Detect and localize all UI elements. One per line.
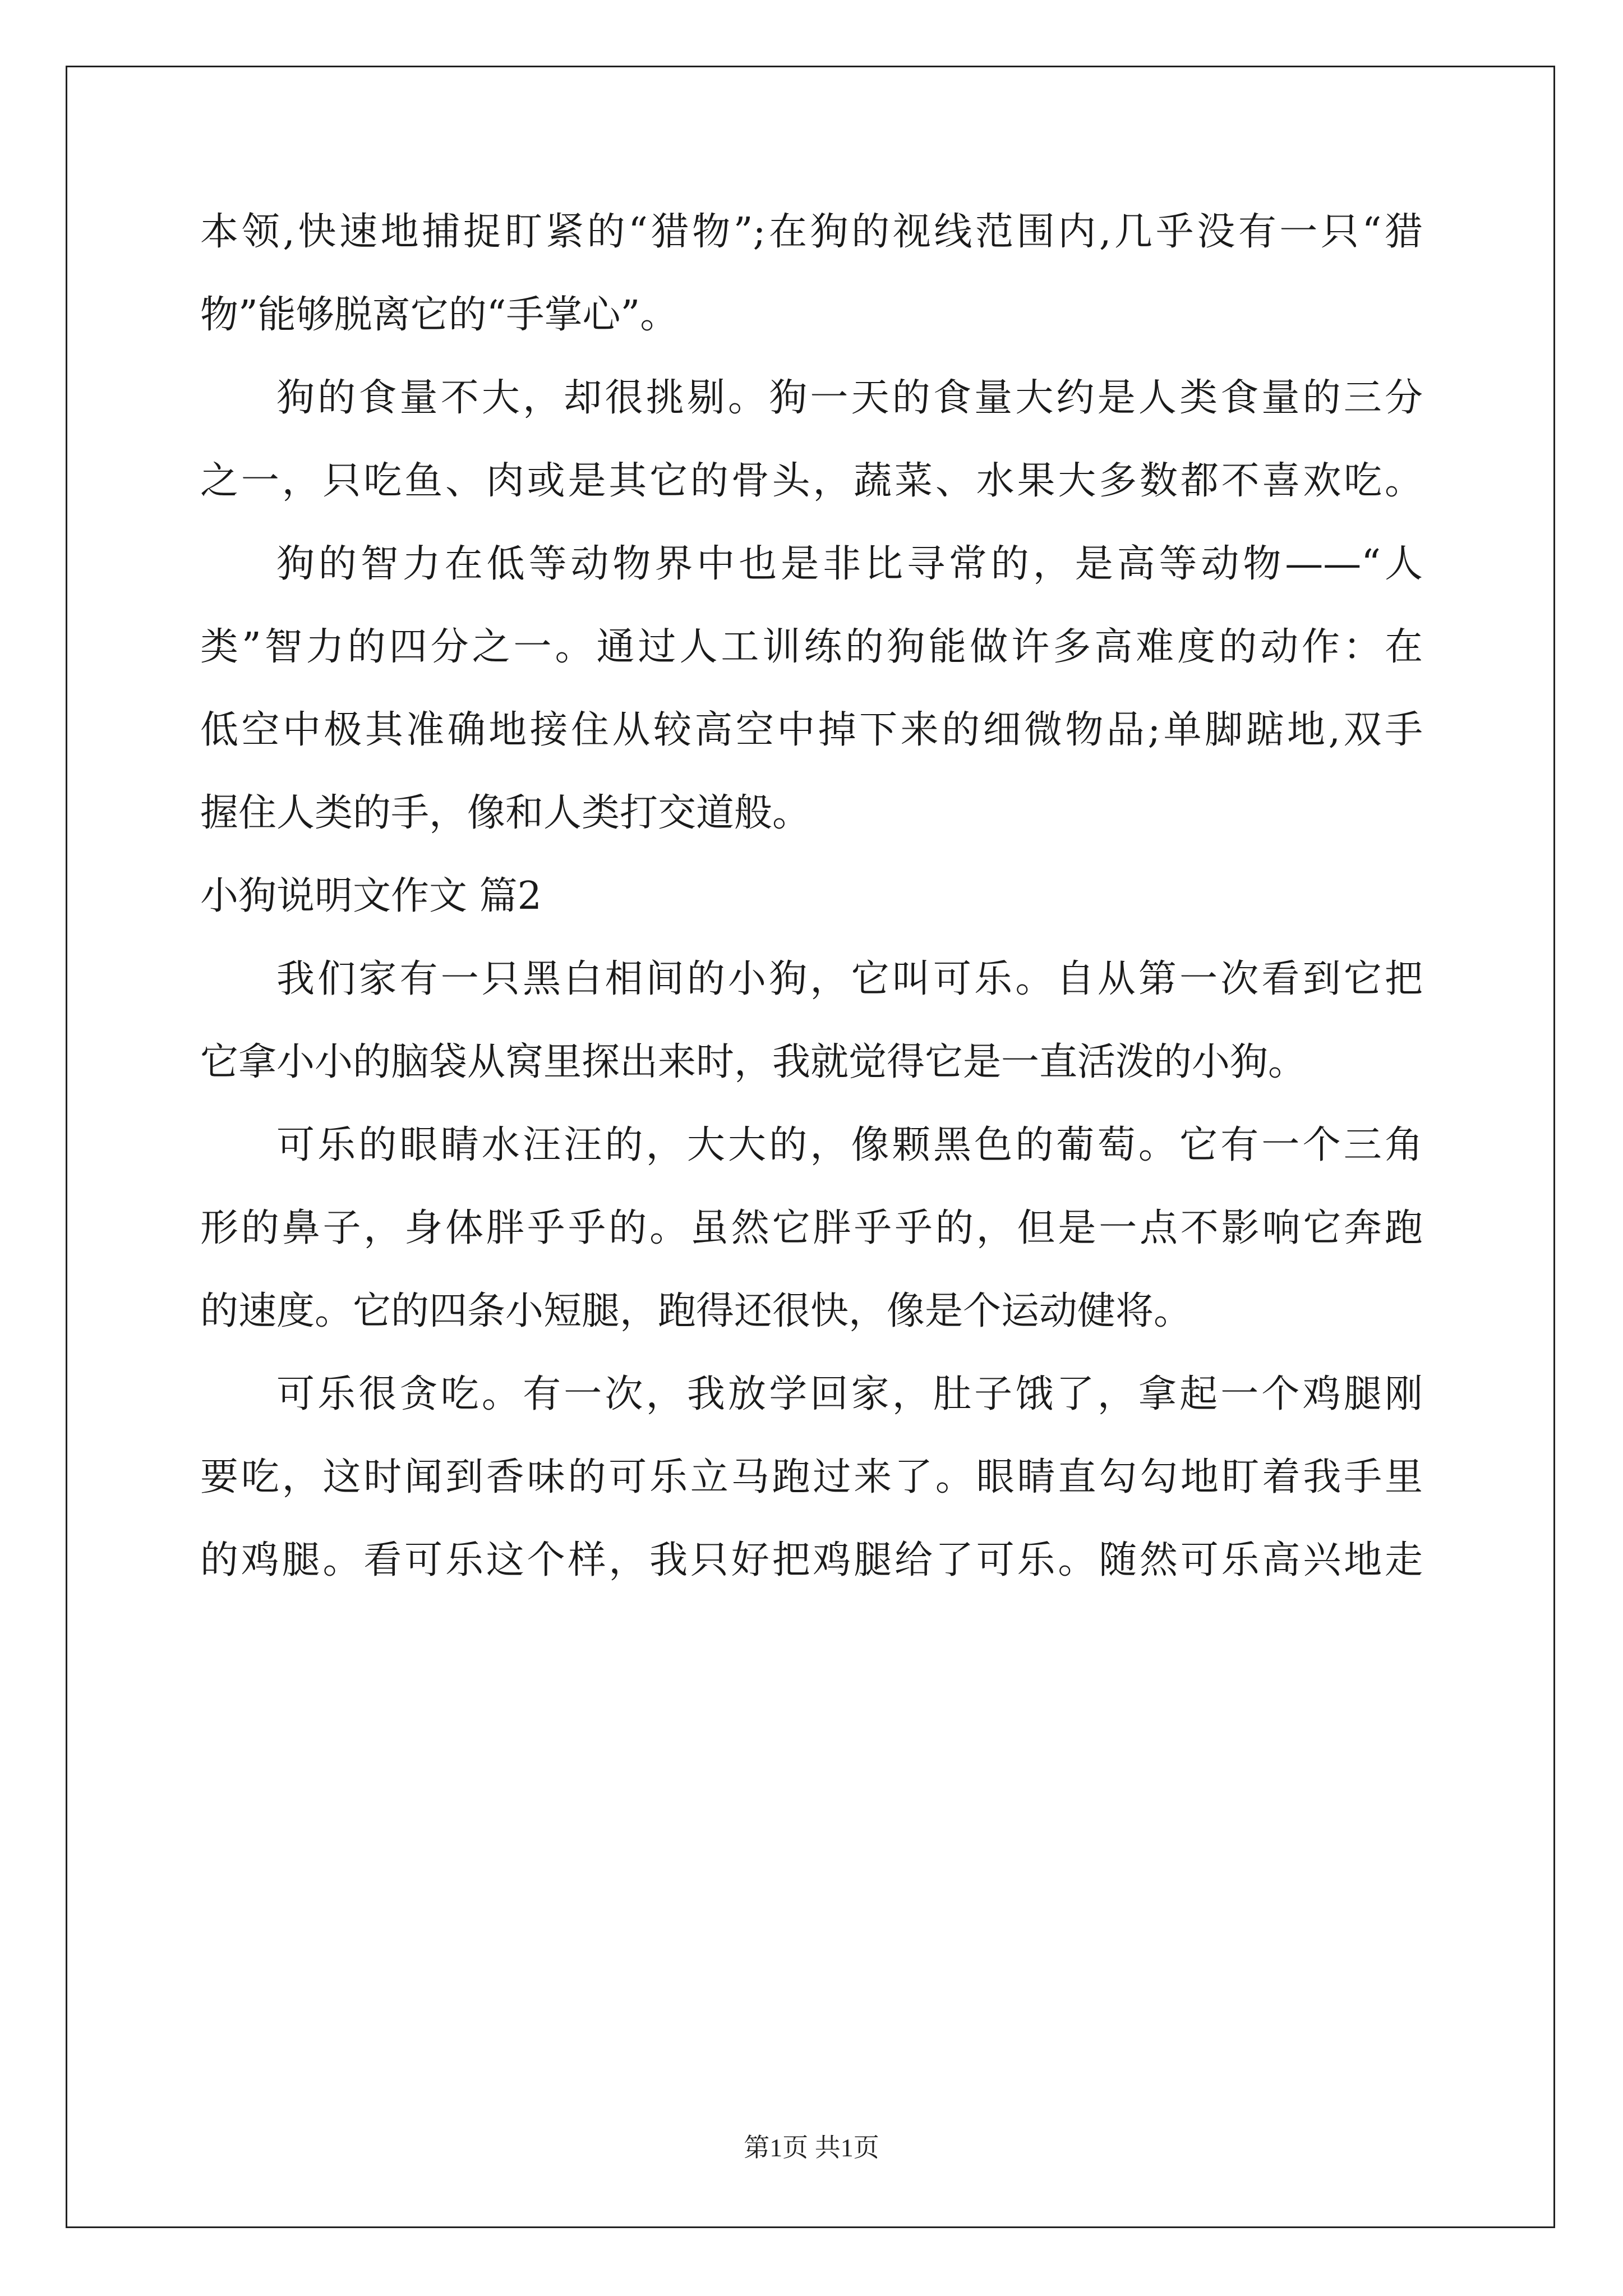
text-line: 握住人类的手，像和人类打交道般。 bbox=[200, 791, 811, 835]
paragraph-start-line: 狗的食量不大，却很挑剔。狗一天的食量大约是人类食量的三分 bbox=[276, 376, 1423, 420]
document-body bbox=[200, 210, 1423, 1625]
text-line: 物”能够脱离它的“手掌心”。 bbox=[200, 293, 679, 337]
text-line: 形的鼻子，身体胖乎乎的。虽然它胖乎乎的，但是一点不影响它奔跑 bbox=[200, 1206, 1423, 1250]
section-heading: 小狗说明文作文 篇2 bbox=[200, 874, 542, 918]
text-line: 它拿小小的脑袋从窝里探出来时，我就觉得它是一直活泼的小狗。 bbox=[200, 1040, 1307, 1084]
text-line: 的鸡腿。看可乐这个样，我只好把鸡腿给了可乐。随然可乐高兴地走 bbox=[200, 1538, 1423, 1582]
text-line: 低空中极其准确地接住从较高空中掉下来的细微物品;单脚踮地,双手 bbox=[200, 708, 1423, 752]
paragraph-start-line: 可乐很贪吃。有一次，我放学回家，肚子饿了，拿起一个鸡腿刚 bbox=[276, 1372, 1423, 1416]
paragraph-start-line: 狗的智力在低等动物界中也是非比寻常的，是高等动物——“人 bbox=[276, 542, 1423, 586]
text-line: 类”智力的四分之一。通过人工训练的狗能做许多高难度的动作：在 bbox=[200, 625, 1423, 669]
text-line: 本领,快速地捕捉盯紧的“猎物”;在狗的视线范围内,几乎没有一只“猎 bbox=[200, 210, 1423, 254]
text-line: 要吃，这时闻到香味的可乐立马跑过来了。眼睛直勾勾地盯着我手里 bbox=[200, 1455, 1423, 1499]
paragraph-start-line: 可乐的眼睛水汪汪的，大大的，像颗黑色的葡萄。它有一个三角 bbox=[276, 1123, 1423, 1167]
paragraph-start-line: 我们家有一只黑白相间的小狗，它叫可乐。自从第一次看到它把 bbox=[276, 957, 1423, 1001]
text-line: 之一，只吃鱼、肉或是其它的骨头，蔬菜、水果大多数都不喜欢吃。 bbox=[200, 459, 1423, 503]
text-line: 的速度。它的四条小短腿，跑得还很快，像是个运动健将。 bbox=[200, 1289, 1192, 1333]
page-number-footer: 第1页 共1页 bbox=[744, 2133, 879, 2162]
